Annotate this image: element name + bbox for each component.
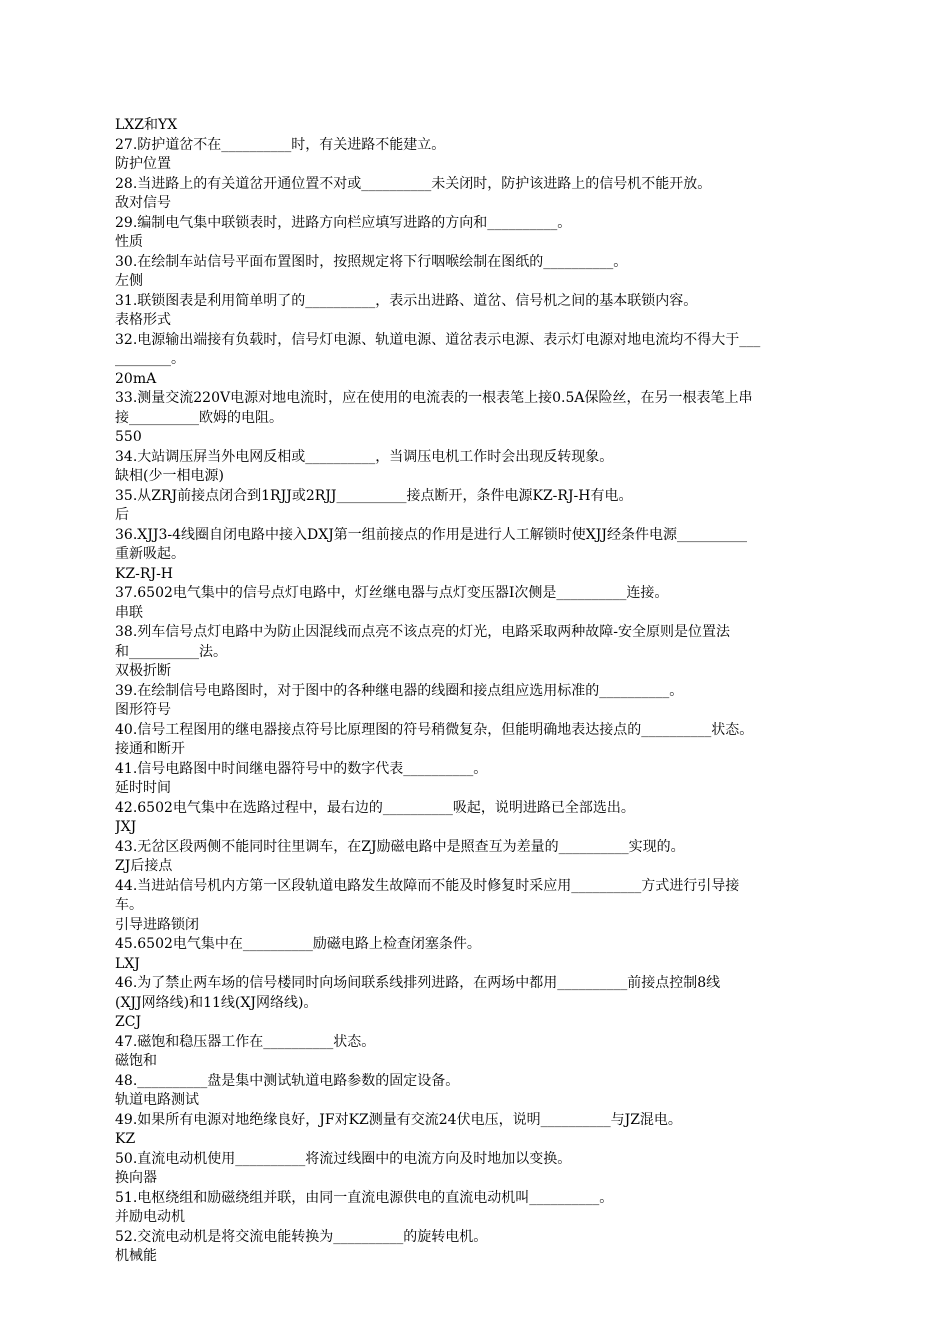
question-text: 31.联锁图表是利用简单明了的__________，表示出进路、道岔、信号机之间的基本联锁内容。: [115, 292, 698, 309]
answer-text: 磁饱和: [115, 1053, 157, 1069]
question-text: 34.大站调压屏当外电网反相或__________，当调压电机工作时会出现反转现象。: [115, 448, 614, 465]
answer-text: KZ-RJ-H: [115, 565, 174, 582]
answer-text: 缺相(少一相电源): [115, 468, 224, 484]
question-text: 43.无岔区段两侧不能同时往里调车，在ZJ励磁电路中是照查互为差量的__________实现的。: [115, 838, 685, 855]
question-text: 27.防护道岔不在__________时，有关进路不能建立。: [115, 136, 446, 153]
answer-text: 机械能: [115, 1248, 157, 1264]
answer-text: ________。: [115, 351, 185, 367]
question-text: 35.从ZRJ前接点闭合到1RJJ或2RJJ__________接点断开，条件电源KZ-RJ-H有电。: [115, 487, 633, 504]
question-text: 29.编制电气集中联锁表时，进路方向栏应填写进路的方向和__________。: [115, 214, 572, 231]
answer-text: KZ: [115, 1131, 136, 1147]
answer-text: 550: [115, 429, 142, 445]
answer-text: 和__________法。: [115, 643, 227, 660]
answer-text: 接__________欧姆的电阻。: [115, 409, 283, 426]
answer-text: 并励电动机: [115, 1209, 185, 1225]
question-text: 38.列车信号点灯电路中为防止因混线而点亮不该点亮的灯光，电路采取两种故障-安全原则是位置法: [115, 624, 730, 640]
question-text: 36.XJJ3-4线圈自闭电路中接入DXJ第一组前接点的作用是进行人工解锁时使XJJ经条件电源__________: [115, 526, 747, 543]
answer-text: 延时时间: [115, 780, 171, 796]
question-text: 42.6502电气集中在选路过程中，最右边的__________吸起，说明进路已全部选出。: [115, 799, 635, 816]
answer-text: 车。: [115, 897, 143, 913]
answer-text: 敌对信号: [115, 195, 171, 211]
answer-text: 串联: [115, 604, 143, 621]
question-text: 33.测量交流220V电源对地电流时，应在使用的电流表的一根表笔上接0.5A保险丝，在另一根表笔上串: [115, 390, 753, 406]
answer-text: 重新吸起。: [115, 546, 185, 562]
question-text: 46.为了禁止两车场的信号楼同时向场间联系线排列进路，在两场中都用__________前接点控制8线: [115, 975, 721, 991]
document-page: [115, 116, 865, 1267]
question-text: 28.当进路上的有关道岔开通位置不对或__________未关闭时，防护该进路上的信号机不能开放。: [115, 175, 712, 192]
question-text: 49.如果所有电源对地绝缘良好，JF对KZ测量有交流24伏电压，说明__________与JZ混电。: [115, 1111, 682, 1128]
answer-text: JXJ: [115, 819, 137, 835]
question-text: 32.电源输出端接有负载时，信号灯电源、轨道电源、道岔表示电源、表示灯电源对地电流均不得大于___: [115, 331, 761, 348]
answer-text: 双极折断: [115, 663, 171, 679]
answer-text: 防护位置: [115, 156, 171, 172]
question-text: 41.信号电路图中时间继电器符号中的数字代表__________。: [115, 760, 488, 777]
answer-text: (XJJ网络线)和11线(XJ网络线)。: [115, 994, 318, 1011]
answer-text: 换向器: [115, 1170, 157, 1186]
answer-text: ZJ后接点: [115, 858, 173, 874]
answer-text: 表格形式: [115, 312, 171, 328]
answer-text: 性质: [115, 234, 143, 250]
answer-text: 接通和断开: [115, 741, 185, 757]
answer-text: 20mA: [115, 370, 157, 387]
answer-text: ZCJ: [115, 1014, 142, 1030]
question-text: 40.信号工程图用的继电器接点符号比原理图的符号稍微复杂，但能明确地表达接点的__________状态。: [115, 721, 754, 738]
question-text: 44.当进站信号机内方第一区段轨道电路发生故障而不能及时修复时采应用__________方式进行引导接: [115, 877, 740, 894]
answer-text: 后: [115, 507, 129, 523]
question-text: 45.6502电气集中在__________励磁电路上检查闭塞条件。: [115, 936, 481, 952]
answer-text: 引导进路锁闭: [115, 916, 199, 933]
question-text: 37.6502电气集中的信号点灯电路中，灯丝继电器与点灯变压器Ⅰ次侧是__________连接。: [115, 585, 669, 601]
answer-text: 左侧: [115, 273, 143, 289]
question-text: 51.电枢绕组和励磁绕组并联，由同一直流电源供电的直流电动机叫__________。: [115, 1189, 614, 1206]
answer-text: 图形符号: [115, 702, 171, 718]
question-text: 39.在绘制信号电路图时，对于图中的各种继电器的线圈和接点组应选用标准的__________。: [115, 682, 684, 699]
answer-text: LXJ: [115, 955, 140, 972]
answer-text: 轨道电路测试: [115, 1092, 199, 1108]
question-text: 30.在绘制车站信号平面布置图时，按照规定将下行咽喉绘制在图纸的__________。: [115, 253, 628, 270]
question-text: 52.交流电动机是将交流电能转换为__________的旋转电机。: [115, 1228, 488, 1245]
question-text: 47.磁饱和稳压器工作在__________状态。: [115, 1033, 376, 1050]
question-text: 48.__________盘是集中测试轨道电路参数的固定设备。: [115, 1072, 460, 1089]
answer-text: LXZ和YX: [115, 117, 178, 133]
question-text: 50.直流电动机使用__________将流过线圈中的电流方向及时地加以变换。: [115, 1150, 572, 1167]
